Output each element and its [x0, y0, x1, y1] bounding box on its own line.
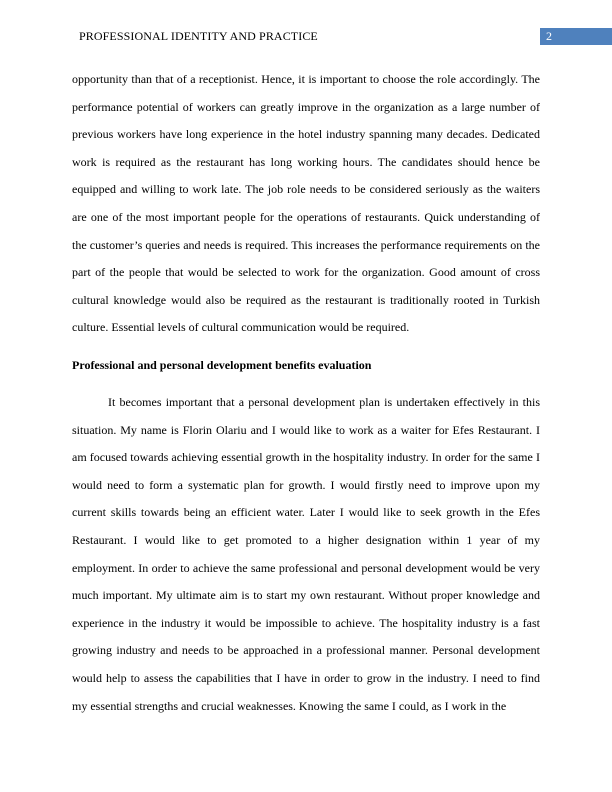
section-heading: Professional and personal development benefits evaluation — [72, 358, 372, 372]
body-paragraph-1: opportunity than that of a receptionist. Hence, it is important to choose the role accordingly. The performance potential of workers can greatly improve in the organization as a large number of previous workers have long experience in the hotel industry spanning many decades. Dedicated work is required as the restaurant has long working hours. The candidates should hence be equipped and willing to work late. The job role needs to be considered seriously as the waiters are one of the most important people for the operations of restaurants. Quick understanding of the customer’s queries and needs is required. This increases the performance requirements on the part of the people that would be selected to work for the organization. Good amount of cross cultural knowledge would also be required as the restaurant is traditionally rooted in Turkish culture. Essential levels of cultural communication would be required. — [72, 72, 540, 335]
page-number: 2 — [546, 29, 552, 43]
page-number-badge — [540, 28, 612, 45]
running-header-title: PROFESSIONAL IDENTITY AND PRACTICE — [79, 29, 318, 43]
body-paragraph-2: It becomes important that a personal development plan is undertaken effectively in this situation. My name is Florin Olariu and I would like to work as a waiter for Efes Restaurant. I am focused towards achieving essential growth in the hospitality industry. In order for the same I would need to form a systematic plan for growth. I would firstly need to improve upon my current skills towards being an efficient water. Later I would like to seek growth in the Efes Restaurant. I would like to get promoted to a higher designation within 1 year of my employment. In order to achieve the same professional and personal development would be very much important. My ultimate aim is to start my own restaurant. Without proper knowledge and experience in the industry it would be impossible to achieve. The hospitality industry is a fast growing industry and needs to be approached in a professional manner. Personal development would help to assess the capabilities that I have in order to grow in the industry. I need to find my essential strengths and crucial weaknesses. Knowing the same I could, as I work in the — [72, 395, 540, 713]
